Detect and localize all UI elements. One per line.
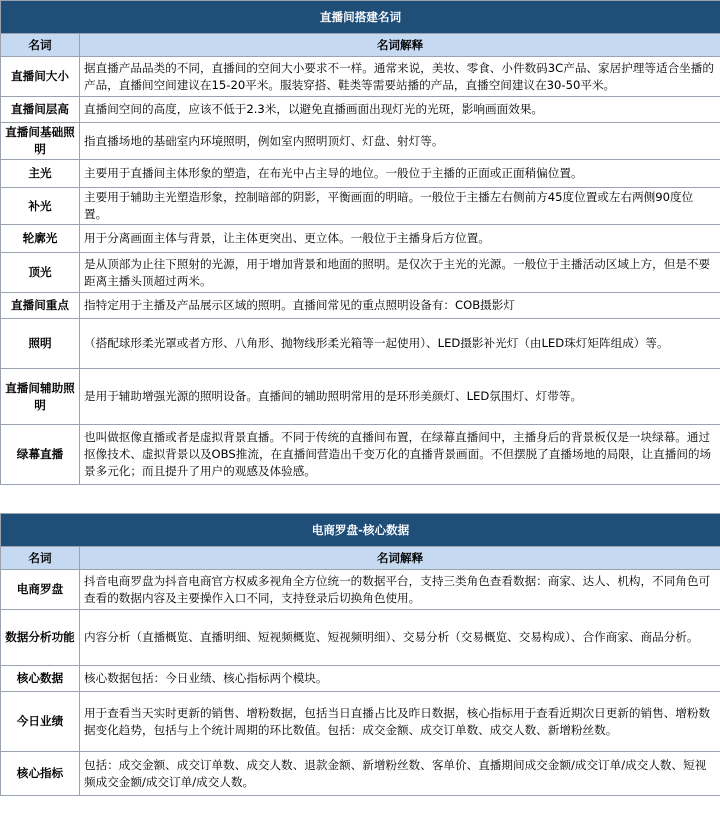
table-row — [1, 610, 720, 666]
term-cell: 数据分析功能 — [1, 610, 80, 666]
table-header-row — [1, 34, 720, 57]
definition-cell: 指特定用于主播及产品展示区域的照明。直播间常见的重点照明设备有：COB摄影灯 — [80, 293, 720, 319]
section-title-row — [1, 514, 720, 547]
definition-cell: 也叫做抠像直播或者是虚拟背景直播。不同于传统的直播间布置，在绿幕直播间中，主播身后的背景板仅是一块绿幕。通过抠像技术、虚拟背景以及OBS推流，在直播间营造出千变万化的直播背景画面。不但摆脱了直播场地的局限，让直播间的场景多元化；而且提升了用户的观感及体验感。 — [80, 425, 720, 485]
table-header-row — [1, 547, 720, 570]
table-row — [1, 57, 720, 97]
definition-cell: 用于分离画面主体与背景，让主体更突出、更立体。一般位于主播身后方位置。 — [80, 225, 720, 253]
table-row — [1, 225, 720, 253]
table-row — [1, 752, 720, 796]
section-title-row — [1, 1, 720, 34]
term-cell: 直播间层高 — [1, 97, 80, 123]
term-cell: 顶光 — [1, 253, 80, 293]
definition-cell: 是从顶部为止往下照射的光源，用于增加背景和地面的照明。是仅次于主光的光源。一般位于主播活动区域上方，但是不要距离主播头顶超过两米。 — [80, 253, 720, 293]
table-row — [1, 319, 720, 369]
term-cell: 电商罗盘 — [1, 570, 80, 610]
term-cell: 今日业绩 — [1, 692, 80, 752]
definition-cell: 抖音电商罗盘为抖音电商官方权威多视角全方位统一的数据平台，支持三类角色查看数据：商家、达人、机构，不同角色可查看的数据内容及主要操作入口不同，支持登录后切换角色使用。 — [80, 570, 720, 610]
column-header-term: 名词 — [1, 34, 80, 57]
table-row — [1, 97, 720, 123]
table-row — [1, 253, 720, 293]
section-title: 电商罗盘-核心数据 — [1, 514, 720, 547]
column-header-definition: 名词解释 — [80, 34, 720, 57]
term-cell: 补光 — [1, 188, 80, 225]
term-cell: 主光 — [1, 160, 80, 188]
definition-cell: 主要用于辅助主光塑造形象，控制暗部的阴影，平衡画面的明暗。一般位于主播左右侧前方45度位置或左右两侧90度位置。 — [80, 188, 720, 225]
term-cell: 直播间重点 — [1, 293, 80, 319]
table-row — [1, 369, 720, 425]
definition-cell: 包括：成交金额、成交订单数、成交人数、退款金额、新增粉丝数、客单价、直播期间成交金额/成交订单/成交人数、短视频成交金额/成交订单/成交人数。 — [80, 752, 720, 796]
definition-cell: 用于查看当天实时更新的销售、增粉数据，包括当日直播占比及昨日数据，核心指标用于查看近期次日更新的销售、增粉数据变化趋势，包括与上个统计周期的环比数值。包括：成交金额、成交订单数、成交人数、新增粉丝数。 — [80, 692, 720, 752]
table-row — [1, 188, 720, 225]
term-cell: 核心数据 — [1, 666, 80, 692]
table-row — [1, 666, 720, 692]
term-cell: 直播间基础照明 — [1, 123, 80, 160]
definition-cell: 指直播场地的基础室内环境照明，例如室内照明顶灯、灯盘、射灯等。 — [80, 123, 720, 160]
definition-cell: 直播间空间的高度，应该不低于2.3米，以避免直播画面出现灯光的光斑，影响画面效果。 — [80, 97, 720, 123]
column-header-definition: 名词解释 — [80, 547, 720, 570]
term-cell: 照明 — [1, 319, 80, 369]
table-row — [1, 123, 720, 160]
definition-cell: 内容分析（直播概览、直播明细、短视频概览、短视频明细）、交易分析（交易概览、交易构成）、合作商家、商品分析。 — [80, 610, 720, 666]
definition-cell: 核心数据包括：今日业绩、核心指标两个模块。 — [80, 666, 720, 692]
definition-cell: （搭配球形柔光罩或者方形、八角形、抛物线形柔光箱等一起使用）、LED摄影补光灯（由LED珠灯矩阵组成）等。 — [80, 319, 720, 369]
table-row — [1, 692, 720, 752]
table-row — [1, 293, 720, 319]
table-row — [1, 425, 720, 485]
definition-cell: 主要用于直播间主体形象的塑造，在布光中占主导的地位。一般位于主播的正面或正面稍偏位置。 — [80, 160, 720, 188]
term-cell: 核心指标 — [1, 752, 80, 796]
definition-cell: 是用于辅助增强光源的照明设备。直播间的辅助照明常用的是环形美颜灯、LED氛围灯、灯带等。 — [80, 369, 720, 425]
column-header-term: 名词 — [1, 547, 80, 570]
definition-cell: 据直播产品品类的不同，直播间的空间大小要求不一样。通常来说，美妆、零食、小件数码3C产品、家居护理等适合坐播的产品，直播间空间建议在15-20平米。服装穿搭、鞋类等需要站播的产品，直播空间建议在30-50平米。 — [80, 57, 720, 97]
term-cell: 直播间大小 — [1, 57, 80, 97]
term-cell: 直播间辅助照明 — [1, 369, 80, 425]
section-title: 直播间搭建名词 — [1, 1, 720, 34]
term-cell: 轮廓光 — [1, 225, 80, 253]
table-row — [1, 570, 720, 610]
section-spacer — [1, 485, 720, 514]
table-row — [1, 160, 720, 188]
spacer-cell — [1, 485, 720, 514]
term-cell: 绿幕直播 — [1, 425, 80, 485]
